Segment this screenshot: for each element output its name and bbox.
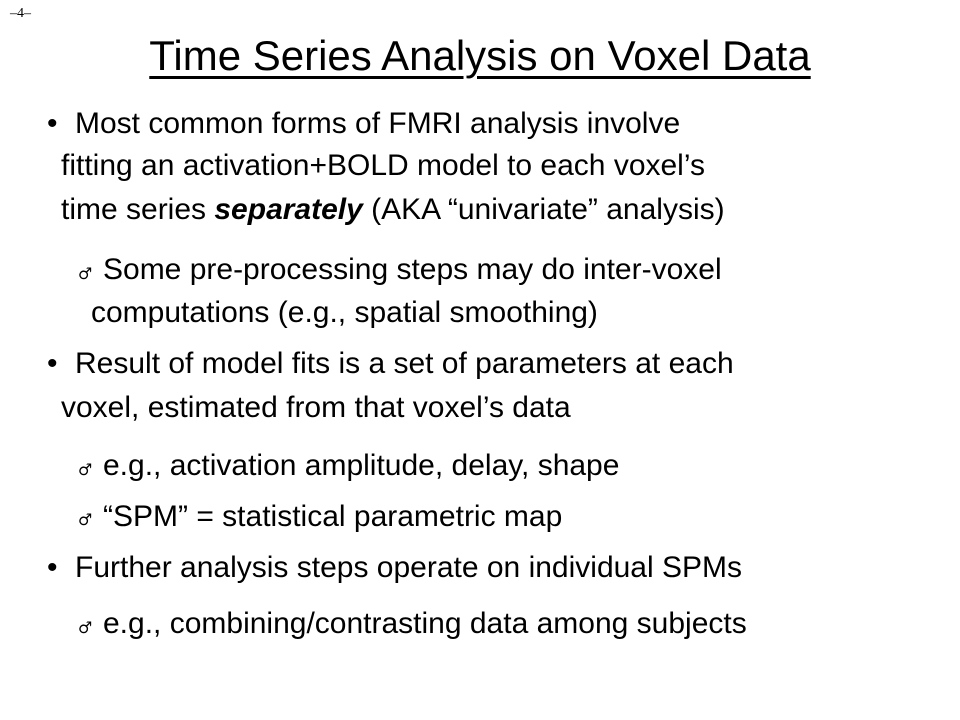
sub-bullet-3-line-1: “SPM” = statistical parametric map	[103, 500, 563, 533]
bullet-dot: •	[47, 551, 58, 584]
sub-bullet-2-line-1: e.g., activation amplitude, delay, shape	[103, 449, 620, 482]
sub-bullet-icon: ♂	[78, 264, 93, 283]
sub-bullet-icon: ♂	[78, 510, 93, 529]
bullet-3-line-1: Further analysis steps operate on individual SPMs	[75, 551, 743, 584]
page-number: –4–	[10, 6, 31, 21]
bullet-1-line-3-post: (AKA “univariate” analysis)	[362, 193, 725, 226]
bullet-1-line-3	[61, 192, 725, 228]
bullet-2-line-1: Result of model fits is a set of parameters at each	[75, 347, 734, 380]
bullet-2-line-2: voxel, estimated from that voxel’s data	[61, 391, 571, 424]
sub-bullet-4-line-1: e.g., combining/contrasting data among subjects	[103, 607, 747, 640]
bullet-1-line-2: fitting an activation+BOLD model to each voxel’s	[61, 149, 705, 182]
slide-title	[0, 30, 960, 82]
sub-bullet-1-line-1: Some pre-processing steps may do inter-voxel	[103, 253, 722, 286]
sub-bullet-icon: ♂	[78, 460, 93, 479]
bullet-1-line-3-pre: time series	[61, 193, 215, 226]
sub-bullet-icon: ♂	[78, 618, 93, 637]
bullet-dot: •	[47, 347, 58, 380]
emphasis-separately: separately	[214, 193, 363, 226]
bullet-1-line-1: Most common forms of FMRI analysis involve	[75, 107, 681, 140]
bullet-dot: •	[47, 107, 58, 140]
slide-title-text: Time Series Analysis on Voxel Data	[149, 32, 811, 79]
sub-bullet-1-line-2: computations (e.g., spatial smoothing)	[91, 296, 598, 329]
